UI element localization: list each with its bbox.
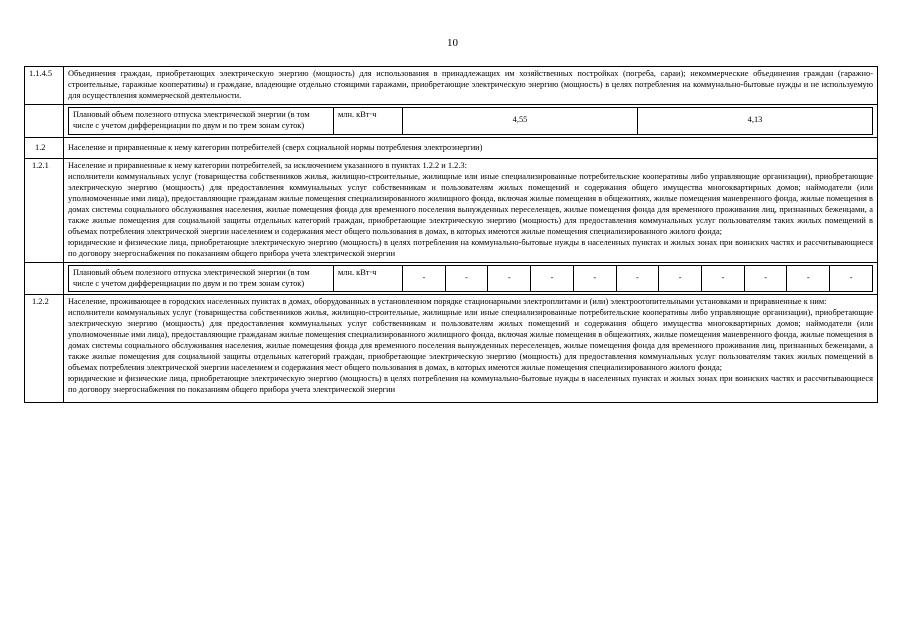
- description-line: Население, проживающее в городских населенных пунктах в домах, оборудованных в установленном порядке стационарными электроплитами и (или) электроотопительными установками и приравненные к ним:: [68, 297, 827, 307]
- table-row: [25, 137, 878, 159]
- value-cell: -: [573, 265, 616, 292]
- description-line: юридические и физические лица, приобретающие электрическую энергию (мощность) в целях потребления на коммунально-бытовые нужды в населенных пунктах и жилых зонах при воинских частях и рассчитывающиеся по договору энергоснабжения по показаниям общего прибора учета электрической энергии: [68, 237, 873, 258]
- table-row: [25, 262, 878, 295]
- row-description: Объединения граждан, приобретающих электрическую энергию (мощность) для использования в принадлежащих им хозяйственных постройках (погреба, сараи); некоммерческие объединения граждан (гаражно-строительные, гаражные кооперативы) и граждане, владеющие отдельно стоящими гаражами, приобретающие электрическую энергию (мощность) в целях потребления на коммунально-бытовые нужды и не используемую для осуществления коммерческой деятельности.: [64, 67, 878, 105]
- table-row: [25, 67, 878, 105]
- value-cell: -: [531, 265, 574, 292]
- table-row: [25, 104, 878, 137]
- volume-label: Плановый объем полезного отпуска электрической энергии (в том числе с учетом дифференциации по двум и по трем зонам суток): [69, 265, 334, 292]
- value-cell: -: [488, 265, 531, 292]
- row-description: [64, 159, 878, 262]
- row-description: [64, 295, 878, 402]
- value-cell: 4,13: [638, 107, 873, 134]
- row-description: Население и приравненные к нему категории потребителей (сверх социальной нормы потребления электроэнергии): [64, 137, 878, 159]
- value-cell: -: [787, 265, 830, 292]
- page-number: 10: [447, 37, 458, 49]
- table-row: [25, 159, 878, 262]
- value-cell: 4,55: [403, 107, 638, 134]
- row-number: 1.2: [25, 137, 64, 159]
- row-number: 1.2.1: [25, 159, 64, 262]
- volume-label: Плановый объем полезного отпуска электрической энергии (в том числе с учетом дифференциации по двум и по трем зонам суток): [69, 107, 334, 134]
- value-cell: -: [744, 265, 787, 292]
- value-cell: -: [403, 265, 446, 292]
- value-cell: -: [659, 265, 702, 292]
- sub-table-cell: [64, 104, 878, 137]
- value-cell: -: [830, 265, 873, 292]
- unit-label: млн. кВт·ч: [334, 265, 403, 292]
- sub-table-cell: [64, 262, 878, 295]
- row-number-empty: [25, 262, 64, 295]
- volume-sub-table: [68, 265, 873, 293]
- unit-label: млн. кВт·ч: [334, 107, 403, 134]
- tariff-table: [24, 66, 878, 403]
- row-number-empty: [25, 104, 64, 137]
- value-cell: -: [702, 265, 745, 292]
- description-line: исполнители коммунальных услуг (товарищества собственников жилья, жилищно-строительные, жилищные или иные специализированные потребительские кооперативы либо управляющие организации), приобретающие электрическую энергию (мощность) для предоставления коммунальных услуг собственникам и пользователям жилых помещений и содержания общего имущества многоквартирных домов; наймодатели (или уполномоченные ими лица), предоставляющие гражданам жилые помещения специализированного жилищного фонда, включая жилые помещения в общежитиях, жилые помещения маневренного фонда, жилые помещения в домах системы социального обслуживания населения, жилые помещения фонда для временного поселения вынужденных переселенцев, жилые помещения фонда для временного проживания лиц, признанных беженцами, а также жилые помещения для социальной защиты отдельных категорий граждан, приобретающие электрическую энергию (мощность) для предоставления коммунальных услуг пользователям таких жилых помещений в объемах потребления электрической энергии населением и содержания мест общего пользования в домах, в которых имеются жилые помещения специализированного жилого фонда;: [68, 172, 873, 236]
- description-line: исполнители коммунальных услуг (товарищества собственников жилья, жилищно-строительные, жилищные или иные специализированные потребительские кооперативы либо управляющие организации), приобретающие электрическую энергию (мощность) для предоставления коммунальных услуг собственникам и пользователям жилых помещений и содержания общего имущества многоквартирных домов; наймодатели (или уполномоченные ими лица), предоставляющие гражданам жилые помещения специализированного жилищного фонда, включая жилые помещения в общежитиях, жилые помещения маневренного фонда, жилые помещения в домах системы социального обслуживания населения, жилые помещения фонда для временного поселения вынужденных переселенцев, жилые помещения фонда для временного проживания лиц, признанных беженцами, а также жилые помещения для социальной защиты отдельных категорий граждан, приобретающие электрическую энергию (мощность) для предоставления коммунальных услуг пользователям таких жилых помещений в объемах потребления электрической энергии населением и содержания мест общего пользования в домах, в которых имеются жилые помещения специализированного жилого фонда;: [68, 308, 873, 372]
- value-cell: -: [445, 265, 488, 292]
- volume-sub-table: [68, 107, 873, 135]
- description-line: юридические и физические лица, приобретающие электрическую энергию (мощность) в целях потребления на коммунально-бытовые нужды в населенных пунктах и жилых зонах при воинских частях и рассчитывающиеся по договору энергоснабжения по показаниям общего прибора учета электрической энергии: [68, 373, 873, 394]
- row-number: 1.1.4.5: [25, 67, 64, 105]
- value-cell: -: [616, 265, 659, 292]
- description-line: Население и приравненные к нему категории потребителей, за исключением указанного в пунктах 1.2.2 и 1.2.3:: [68, 161, 467, 171]
- table-row: [25, 295, 878, 402]
- row-number: 1.2.2: [25, 295, 64, 402]
